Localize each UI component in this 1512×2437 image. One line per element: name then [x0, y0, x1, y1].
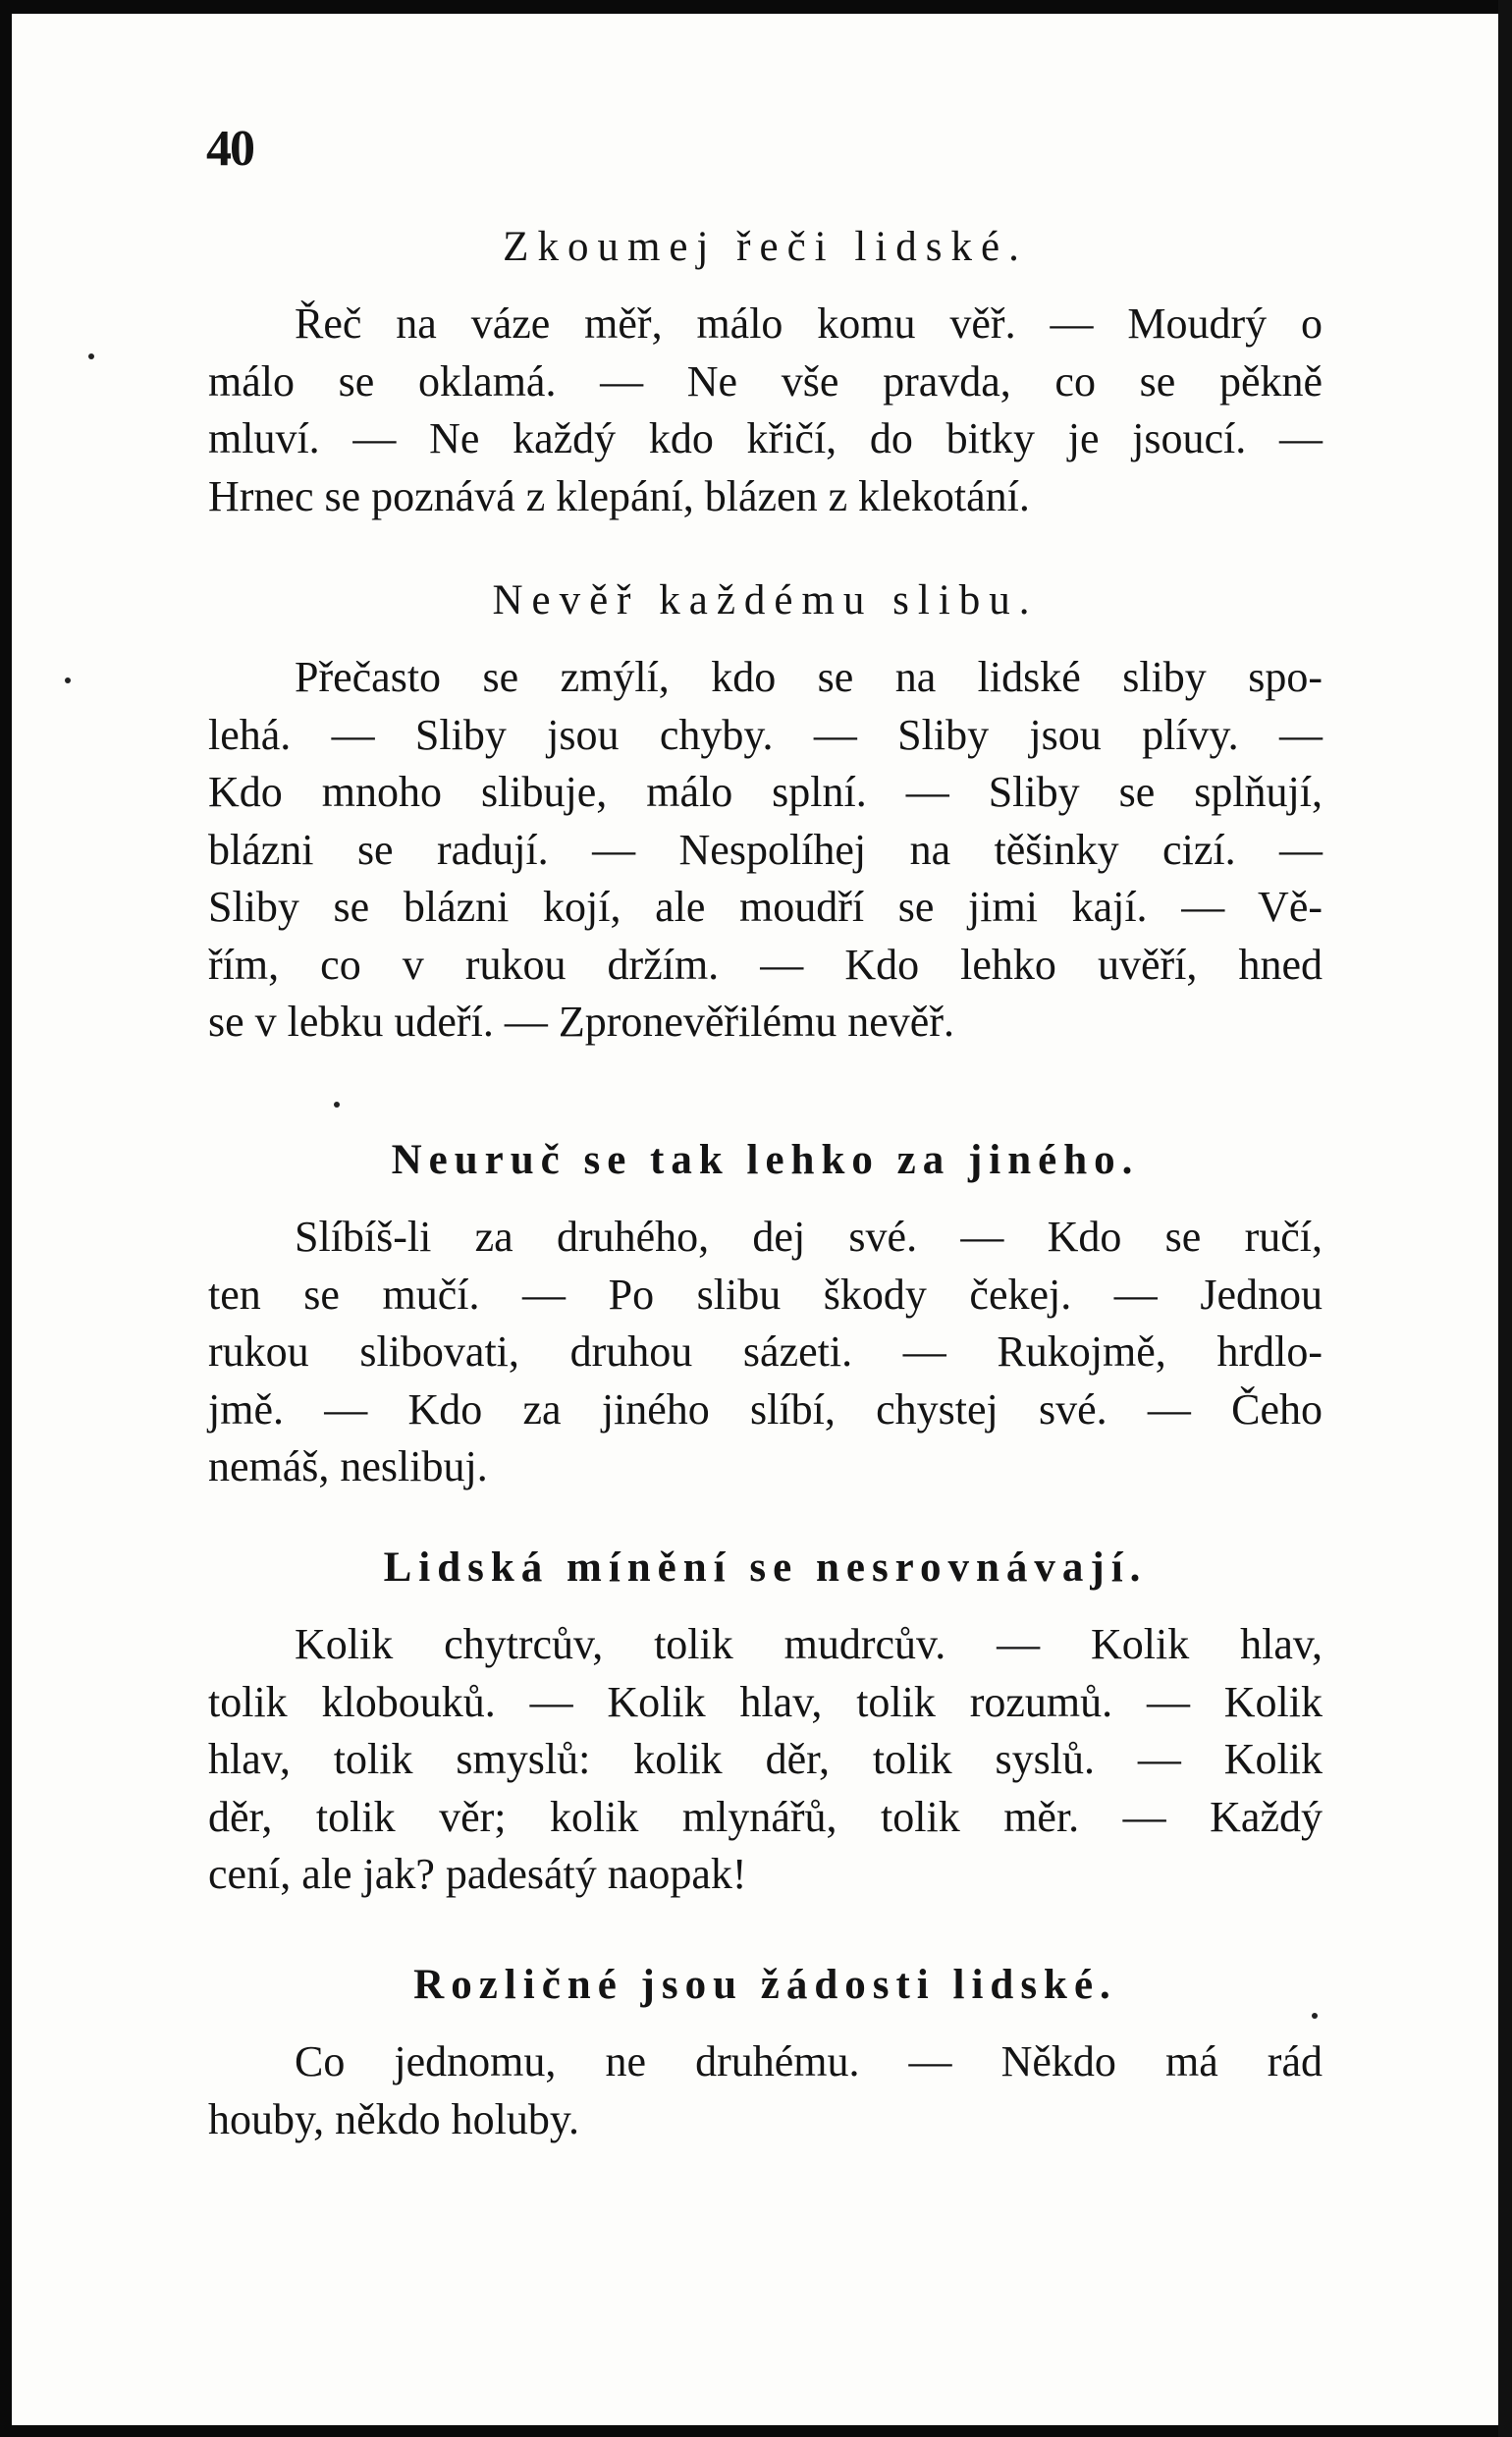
section-heading: Rozličné jsou žádosti lidské.	[413, 1962, 1117, 2008]
text-line: cení, ale jak? padesátý naopak!	[208, 1850, 747, 1898]
section-lidska-mineni	[208, 1546, 1323, 1904]
text-line: se v lebku udeří. — Zpronevěřilému nevěř.	[208, 998, 954, 1046]
text-line: lehá. — Sliby jsou chyby. — Sliby jsou plívy. —	[208, 710, 1323, 759]
section-body	[208, 649, 1323, 1052]
text-line: jmě. — Kdo za jiného slíbí, chystej své. — Čeho	[208, 1384, 1323, 1434]
binding-edge	[1498, 0, 1512, 2437]
text-line: Hrnec se poznává z klepání, blázen z klekotání.	[208, 471, 1030, 520]
section-body	[208, 1616, 1323, 1904]
section-body	[208, 1209, 1323, 1496]
text-line: hlav, tolik smyslů: kolik děr, tolik syslů. — Kolik	[208, 1735, 1323, 1783]
text-line: nemáš, neslibuj.	[208, 1442, 488, 1490]
text-line: řím, co v rukou držím. — Kdo lehko uvěří, hned	[208, 940, 1323, 989]
section-zadosti	[208, 1964, 1323, 2148]
text-line: Kolik chytrcův, tolik mudrcův. — Kolik hlav,	[295, 1620, 1323, 1668]
section-heading: Lidská mínění se nesrovnávají.	[383, 1544, 1148, 1591]
section-heading: Neuruč se tak lehko za jiného.	[391, 1137, 1140, 1183]
text-line: málo se oklamá. — Ne vše pravda, co se pěkně	[208, 356, 1323, 406]
text-line: Kdo mnoho slibuje, málo splní. — Sliby se splňují,	[208, 768, 1323, 816]
text-line: tolik klobouků. — Kolik hlav, tolik rozumů. — Kolik	[208, 1677, 1323, 1726]
section-body	[208, 296, 1323, 525]
text-line: děr, tolik věr; kolik mlynářů, tolik měr. — Každý	[208, 1792, 1323, 1841]
section-never	[208, 579, 1323, 1052]
text-line: Přečasto se zmýlí, kdo se na lidské sliby spo-	[295, 653, 1323, 701]
ink-speck	[65, 677, 71, 683]
section-heading: Zkoumej řeči lidské.	[503, 224, 1028, 270]
section-heading: Nevěř každému slibu.	[492, 577, 1039, 623]
text-line: mluví. — Ne každý kdo křičí, do bitky je jsoucí. —	[208, 414, 1323, 462]
section-zkoumej	[208, 226, 1323, 525]
text-line: Řeč na váze měř, málo komu věř. — Moudrý o	[295, 299, 1323, 348]
ink-speck	[334, 1102, 340, 1108]
text-line: Sliby se blázni kojí, ale moudří se jimi kají. — Vě-	[208, 883, 1323, 931]
text-line: rukou slibovati, druhou sázeti. — Rukojmě, hrdlo-	[208, 1327, 1323, 1376]
ink-speck	[88, 353, 94, 359]
page-number: 40	[206, 121, 253, 177]
text-line: blázni se radují. — Nespolíhej na těšinky cizí. —	[208, 825, 1323, 874]
section-body	[208, 2033, 1323, 2148]
text-line: Slíbíš-li za druhého, dej své. — Kdo se ručí,	[295, 1213, 1323, 1261]
section-neuruc	[208, 1139, 1323, 1496]
text-line: ten se mučí. — Po slibu škody čekej. — Jednou	[208, 1270, 1323, 1319]
text-line: Co jednomu, ne druhému. — Někdo má rád	[295, 2037, 1323, 2085]
text-line: houby, někdo holuby.	[208, 2094, 580, 2143]
